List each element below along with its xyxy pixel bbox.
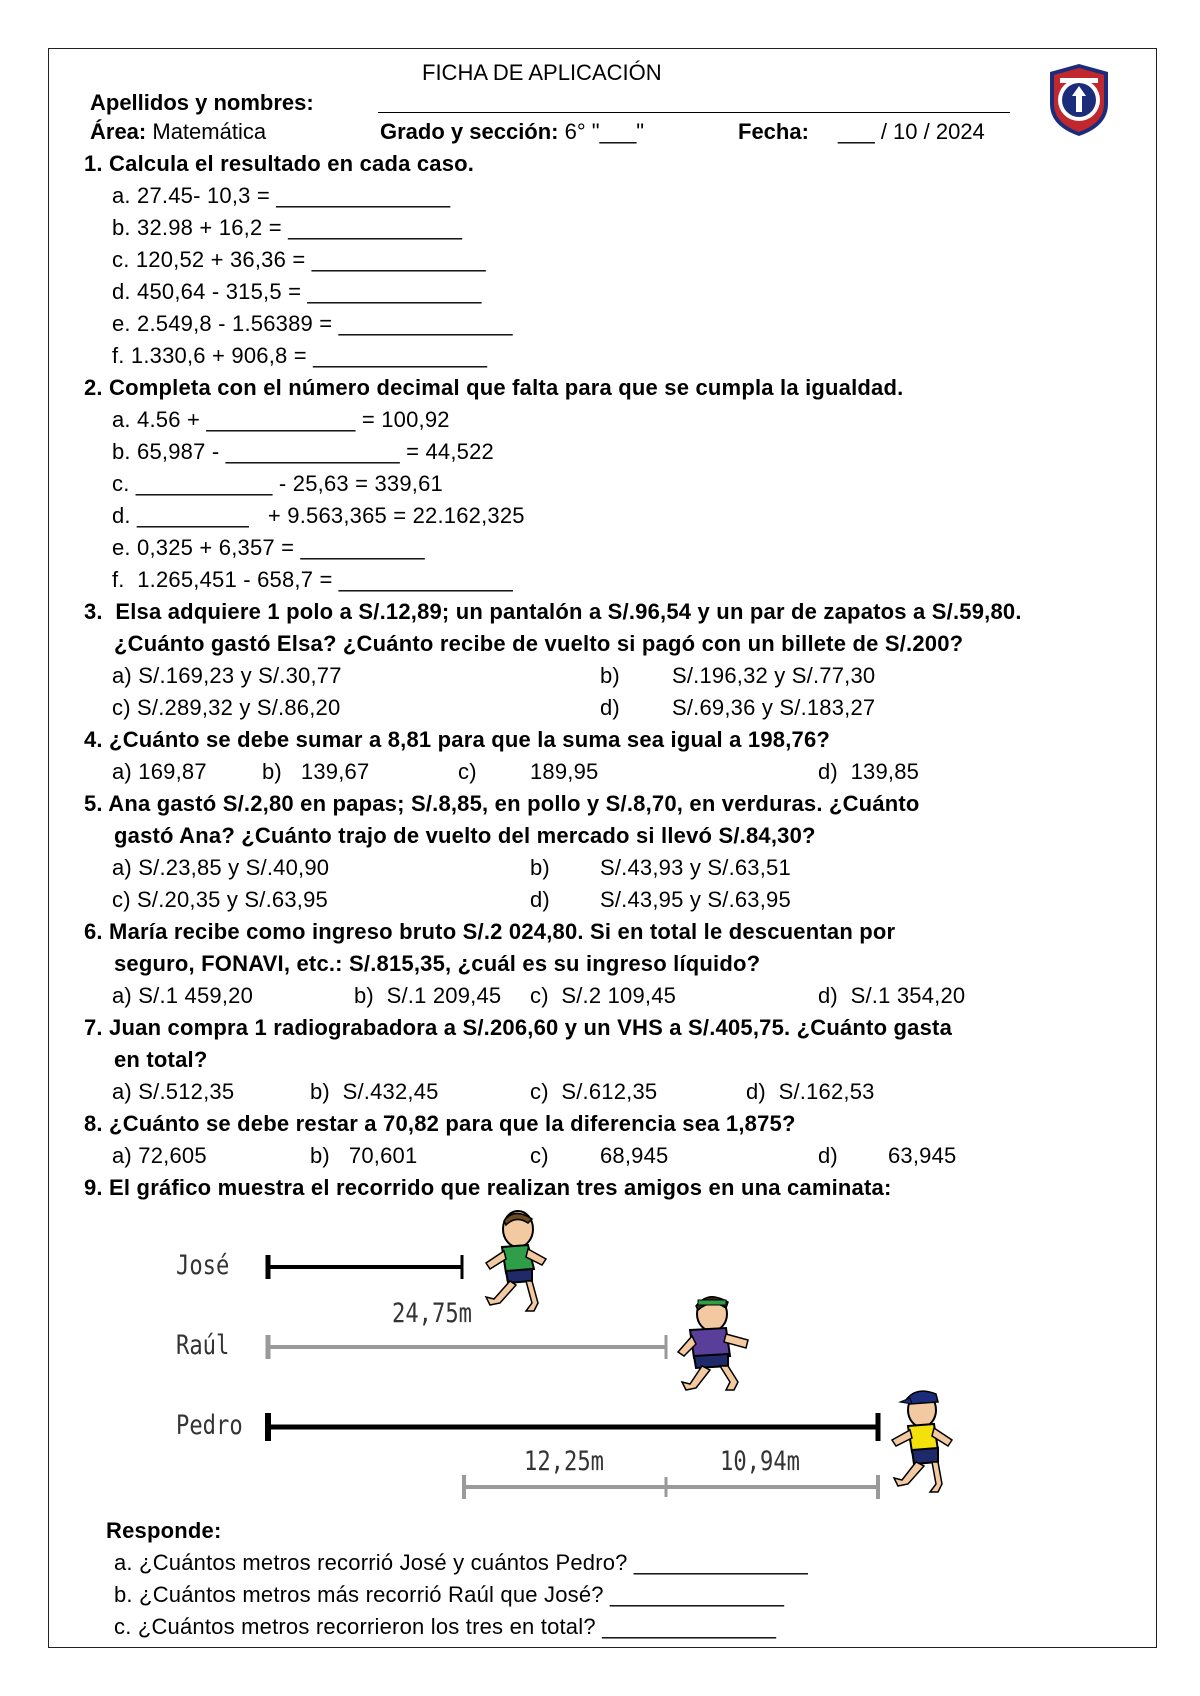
grade-row	[380, 119, 644, 145]
q1-item-b[interactable]: b. 32.98 + 16,2 = ______________	[112, 215, 463, 240]
pedro-segments-bar	[464, 1475, 878, 1499]
q2-item-f[interactable]: f. 1.265,451 - 658,7 = ______________	[112, 567, 513, 592]
q6-line2: seguro, FONAVI, etc.: S/.815,35, ¿cuál es su ingreso líquido?	[114, 951, 761, 976]
q5-option-c[interactable]: c) S/.20,35 y S/.63,95	[112, 887, 328, 912]
q8-option-a[interactable]: a) 72,605	[112, 1143, 207, 1168]
q3-option-a[interactable]: a) S/.169,23 y S/.30,77	[112, 663, 342, 688]
q2-item-a[interactable]: a. 4.56 + ____________ = 100,92	[112, 407, 450, 432]
q5-option-d[interactable]: S/.43,95 y S/.63,95	[600, 887, 791, 912]
q4-title: 4. ¿Cuánto se debe sumar a 8,81 para que la suma sea igual a 198,76?	[84, 727, 831, 752]
q5-option-a[interactable]: a) S/.23,85 y S/.40,90	[112, 855, 330, 880]
q8-option-c-letter[interactable]: c)	[530, 1143, 549, 1168]
q5-option-b-letter[interactable]: b)	[530, 855, 550, 880]
raul-distance-bar	[268, 1335, 666, 1359]
q9-title: 9. El gráfico muestra el recorrido que realizan tres amigos en una caminata:	[84, 1175, 892, 1200]
area-label: Área:	[90, 119, 147, 144]
q3-option-b-letter[interactable]: b)	[600, 663, 620, 688]
q8-option-b[interactable]: b) 70,601	[310, 1143, 418, 1168]
q7-line2: en total?	[114, 1047, 208, 1072]
label-dist-jose: 24,75m	[392, 1298, 472, 1329]
runner-raul-icon	[672, 1290, 756, 1394]
date-label: Fecha:	[738, 119, 809, 144]
names-label: Apellidos y nombres:	[90, 90, 314, 115]
q7-option-c[interactable]: c) S/.612,35	[530, 1079, 658, 1104]
q9-question-c[interactable]: c. ¿Cuántos metros recorrieron los tres en total? ______________	[114, 1614, 777, 1639]
q1-title: 1. Calcula el resultado en cada caso.	[84, 151, 475, 176]
q4-option-c-letter[interactable]: c)	[458, 759, 477, 784]
label-raul: Raúl	[176, 1330, 230, 1361]
q1-item-d[interactable]: d. 450,64 - 315,5 = ______________	[112, 279, 482, 304]
area-row	[90, 119, 266, 145]
q3-option-d[interactable]: S/.69,36 y S/.183,27	[672, 695, 876, 720]
date-value[interactable]: ___ / 10 / 2024	[838, 119, 985, 144]
q8-option-c[interactable]: 68,945	[600, 1143, 669, 1168]
q6-option-a[interactable]: a) S/.1 459,20	[112, 983, 254, 1008]
q2-item-d[interactable]: d. _________ + 9.563,365 = 22.162,325	[112, 503, 525, 528]
runner-pedro-icon	[886, 1384, 956, 1496]
q7-option-b[interactable]: b) S/.432,45	[310, 1079, 439, 1104]
q6-option-c[interactable]: c) S/.2 109,45	[530, 983, 677, 1008]
q4-option-a[interactable]: a) 169,87	[112, 759, 207, 784]
q9-question-b[interactable]: b. ¿Cuántos metros más recorrió Raúl que José? ______________	[114, 1582, 785, 1607]
q4-option-b[interactable]: b) 139,67	[262, 759, 370, 784]
q6-line1: 6. María recibe como ingreso bruto S/.2 024,80. Si en total le descuentan por	[84, 919, 896, 944]
names-input-line[interactable]	[378, 112, 1010, 113]
q2-item-c[interactable]: c. ___________ - 25,63 = 339,61	[112, 471, 443, 496]
q5-line2: gastó Ana? ¿Cuánto trajo de vuelto del mercado si llevó S/.84,30?	[114, 823, 816, 848]
q2-item-b[interactable]: b. 65,987 - ______________ = 44,522	[112, 439, 494, 464]
q3-line2: ¿Cuánto gastó Elsa? ¿Cuánto recibe de vuelto si pagó con un billete de S/.200?	[114, 631, 964, 656]
q4-option-d[interactable]: d) 139,85	[818, 759, 920, 784]
pedro-distance-bar	[268, 1413, 878, 1441]
q3-option-c[interactable]: c) S/.289,32 y S/.86,20	[112, 695, 341, 720]
label-pedro: Pedro	[176, 1410, 243, 1441]
page-title: FICHA DE APLICACIÓN	[422, 60, 662, 85]
q5-option-d-letter[interactable]: d)	[530, 887, 550, 912]
label-jose: José	[176, 1250, 230, 1281]
q3-line1: 3. Elsa adquiere 1 polo a S/.12,89; un pantalón a S/.96,54 y un par de zapatos a S/.59,80.	[84, 599, 1022, 624]
q7-option-d[interactable]: d) S/.162,53	[746, 1079, 875, 1104]
runner-jose-icon	[476, 1207, 552, 1315]
q1-item-a[interactable]: a. 27.45- 10,3 = ______________	[112, 183, 451, 208]
q6-option-b[interactable]: b) S/.1 209,45	[354, 983, 502, 1008]
q4-option-c[interactable]: 189,95	[530, 759, 599, 784]
q8-option-d[interactable]: 63,945	[888, 1143, 957, 1168]
q9-question-a[interactable]: a. ¿Cuántos metros recorrió José y cuántos Pedro? ______________	[114, 1550, 808, 1575]
label-dist-seg2: 10,94m	[720, 1446, 800, 1477]
q8-option-d-letter[interactable]: d)	[818, 1143, 838, 1168]
school-seal-icon	[1046, 62, 1112, 138]
area-value: Matemática	[152, 119, 267, 144]
q1-item-f[interactable]: f. 1.330,6 + 906,8 = ______________	[112, 343, 488, 368]
grade-label: Grado y sección:	[380, 119, 559, 144]
q8-title: 8. ¿Cuánto se debe restar a 70,82 para que la diferencia sea 1,875?	[84, 1111, 796, 1136]
q7-line1: 7. Juan compra 1 radiograbadora a S/.206,60 y un VHS a S/.405,75. ¿Cuánto gasta	[84, 1015, 953, 1040]
q1-item-e[interactable]: e. 2.549,8 - 1.56389 = ______________	[112, 311, 513, 336]
q5-option-b[interactable]: S/.43,93 y S/.63,51	[600, 855, 791, 880]
q2-item-e[interactable]: e. 0,325 + 6,357 = __________	[112, 535, 425, 560]
grade-value[interactable]: 6° "___"	[564, 119, 645, 144]
jose-distance-bar	[268, 1255, 462, 1279]
q6-option-d[interactable]: d) S/.1 354,20	[818, 983, 966, 1008]
q5-line1: 5. Ana gastó S/.2,80 en papas; S/.8,85, en pollo y S/.8,70, en verduras. ¿Cuánto	[84, 791, 920, 816]
respond-label: Responde:	[106, 1518, 222, 1543]
q3-option-d-letter[interactable]: d)	[600, 695, 620, 720]
q2-title: 2. Completa con el número decimal que falta para que se cumpla la igualdad.	[84, 375, 904, 400]
q1-item-c[interactable]: c. 120,52 + 36,36 = ______________	[112, 247, 486, 272]
q3-option-b[interactable]: S/.196,32 y S/.77,30	[672, 663, 876, 688]
label-dist-seg1: 12,25m	[524, 1446, 604, 1477]
q7-option-a[interactable]: a) S/.512,35	[112, 1079, 235, 1104]
